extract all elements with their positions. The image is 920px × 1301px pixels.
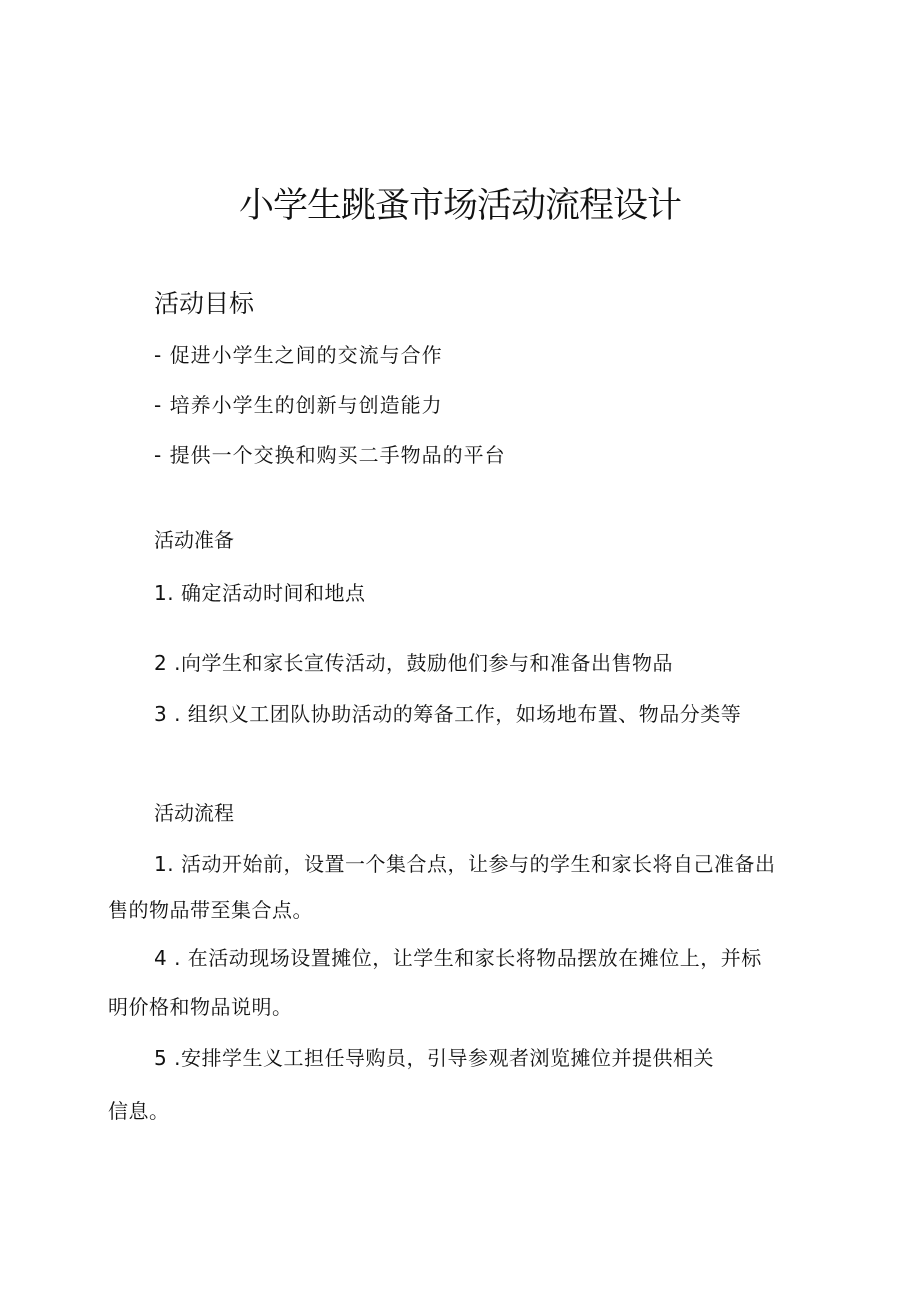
process-item-line: 4 . 在活动现场设置摊位，让学生和家长将物品摆放在摊位上，并标 [154, 946, 762, 970]
process-item-line: 5 .安排学生义工担任导购员，引导参观者浏览摊位并提供相关 [154, 1046, 714, 1070]
goal-item: - 提供一个交换和购买二手物品的平台 [154, 443, 506, 467]
process-heading: 活动流程 [154, 801, 234, 825]
preparation-item: 2 .向学生和家长宣传活动，鼓励他们参与和准备出售物品 [154, 651, 673, 675]
goal-item: - 培养小学生的创新与创造能力 [154, 393, 443, 417]
preparation-heading: 活动准备 [154, 528, 234, 552]
process-item-line: 售的物品带至集合点。 [108, 898, 313, 922]
page-title: 小学生跳蚤市场活动流程设计 [238, 186, 681, 226]
process-item-line: 信息。 [108, 1099, 170, 1123]
process-item-line: 1. 活动开始前，设置一个集合点，让参与的学生和家长将自己准备出 [154, 852, 776, 876]
process-item-line: 明价格和物品说明。 [108, 995, 293, 1019]
preparation-item: 1. 确定活动时间和地点 [154, 581, 366, 605]
goal-item: - 促进小学生之间的交流与合作 [154, 343, 443, 367]
goals-heading: 活动目标 [154, 289, 255, 318]
preparation-item: 3 . 组织义工团队协助活动的筹备工作，如场地布置、物品分类等 [154, 702, 742, 726]
